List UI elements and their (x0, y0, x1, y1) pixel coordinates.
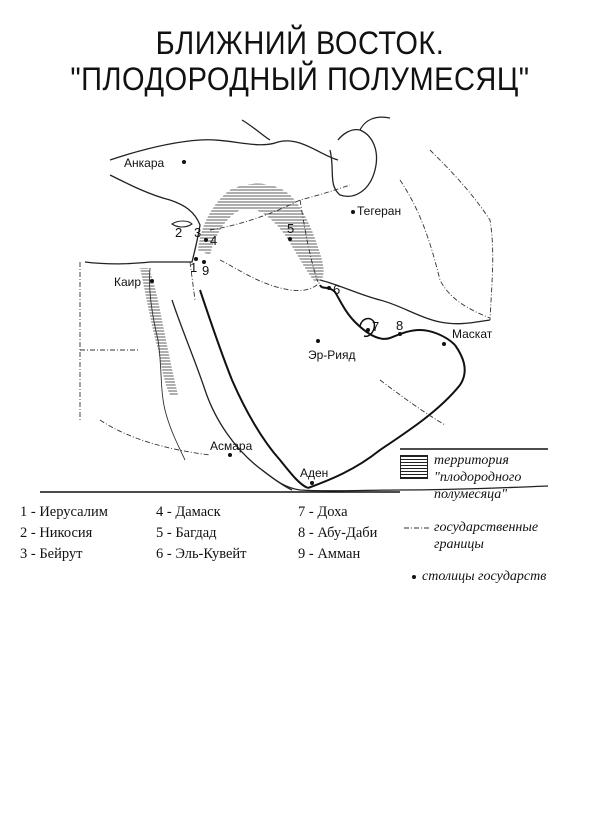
number-1: 1 (190, 260, 198, 275)
city-key-column-1 (20, 502, 108, 565)
fertile-crescent-swatch (400, 455, 428, 479)
damascus-dot (204, 238, 208, 242)
legend-state-borders: государственные границы (434, 520, 539, 552)
cairo-dot (150, 279, 154, 283)
muscat-dot (442, 342, 446, 346)
arabia-west-coast (200, 290, 308, 488)
persian-gulf-coast (320, 285, 455, 345)
city-key-item: 1 - Иерусалим (20, 504, 108, 520)
aden-dot (310, 481, 314, 485)
caspian-north (360, 117, 390, 130)
city-key-item: 8 - Абу-Даби (298, 525, 378, 541)
northern-coast (242, 120, 270, 140)
riyadh-label: Эр-Рияд (308, 348, 356, 362)
number-2: 2 (175, 225, 183, 240)
caspian-sea (330, 130, 377, 197)
map-title-line-2: "ПЛОДОРОДНЫЙ ПОЛУМЕСЯЦ" (70, 62, 530, 98)
number-8: 8 (396, 318, 404, 333)
muscat-label: Маскат (452, 327, 493, 341)
number-5: 5 (287, 221, 295, 236)
number-6: 6 (333, 282, 341, 297)
kuwait-dot (327, 286, 331, 290)
city-key-item: 4 - Дамаск (156, 504, 221, 520)
mediterranean-coast (85, 175, 200, 264)
cairo-label: Каир (114, 275, 142, 289)
capital-dot-icon (412, 575, 416, 579)
legend-fertile-crescent: территория "плодородного полумесяца" (434, 453, 522, 502)
city-key-item: 7 - Доха (298, 504, 348, 520)
ankara-dot (182, 160, 186, 164)
city-key-item: 9 - Амман (298, 546, 361, 562)
number-4: 4 (210, 233, 218, 248)
city-key-item: 3 - Бейрут (20, 546, 83, 562)
tehran-dot (351, 210, 355, 214)
number-7: 7 (372, 319, 380, 334)
border-line-sample-icon (404, 524, 430, 532)
number-3: 3 (194, 225, 202, 240)
city-key-item: 2 - Никосия (20, 525, 93, 541)
tehran-label: Тегеран (357, 204, 402, 218)
riyadh-dot (316, 339, 320, 343)
city-key-column-2 (156, 502, 247, 565)
red-sea-west-coast (172, 300, 292, 490)
asmara-dot (228, 453, 232, 457)
middle-east-map (0, 110, 600, 510)
ankara-label: Анкара (124, 156, 165, 170)
city-key-column-3 (298, 502, 377, 565)
doha-dot (366, 328, 370, 332)
iran-gulf-coast (320, 280, 490, 324)
nile-delta-hatch (140, 268, 178, 395)
map-title-line-1: БЛИЖНИЙ ВОСТОК. (155, 26, 445, 62)
aden-label: Аден (300, 466, 329, 480)
asmara-label: Асмара (210, 439, 253, 453)
baghdad-dot (288, 237, 292, 241)
city-key-item: 5 - Багдад (156, 525, 217, 541)
city-key-item: 6 - Эль-Кувейт (156, 546, 247, 562)
legend-capitals: столицы государств (422, 569, 547, 584)
number-9: 9 (202, 263, 210, 278)
